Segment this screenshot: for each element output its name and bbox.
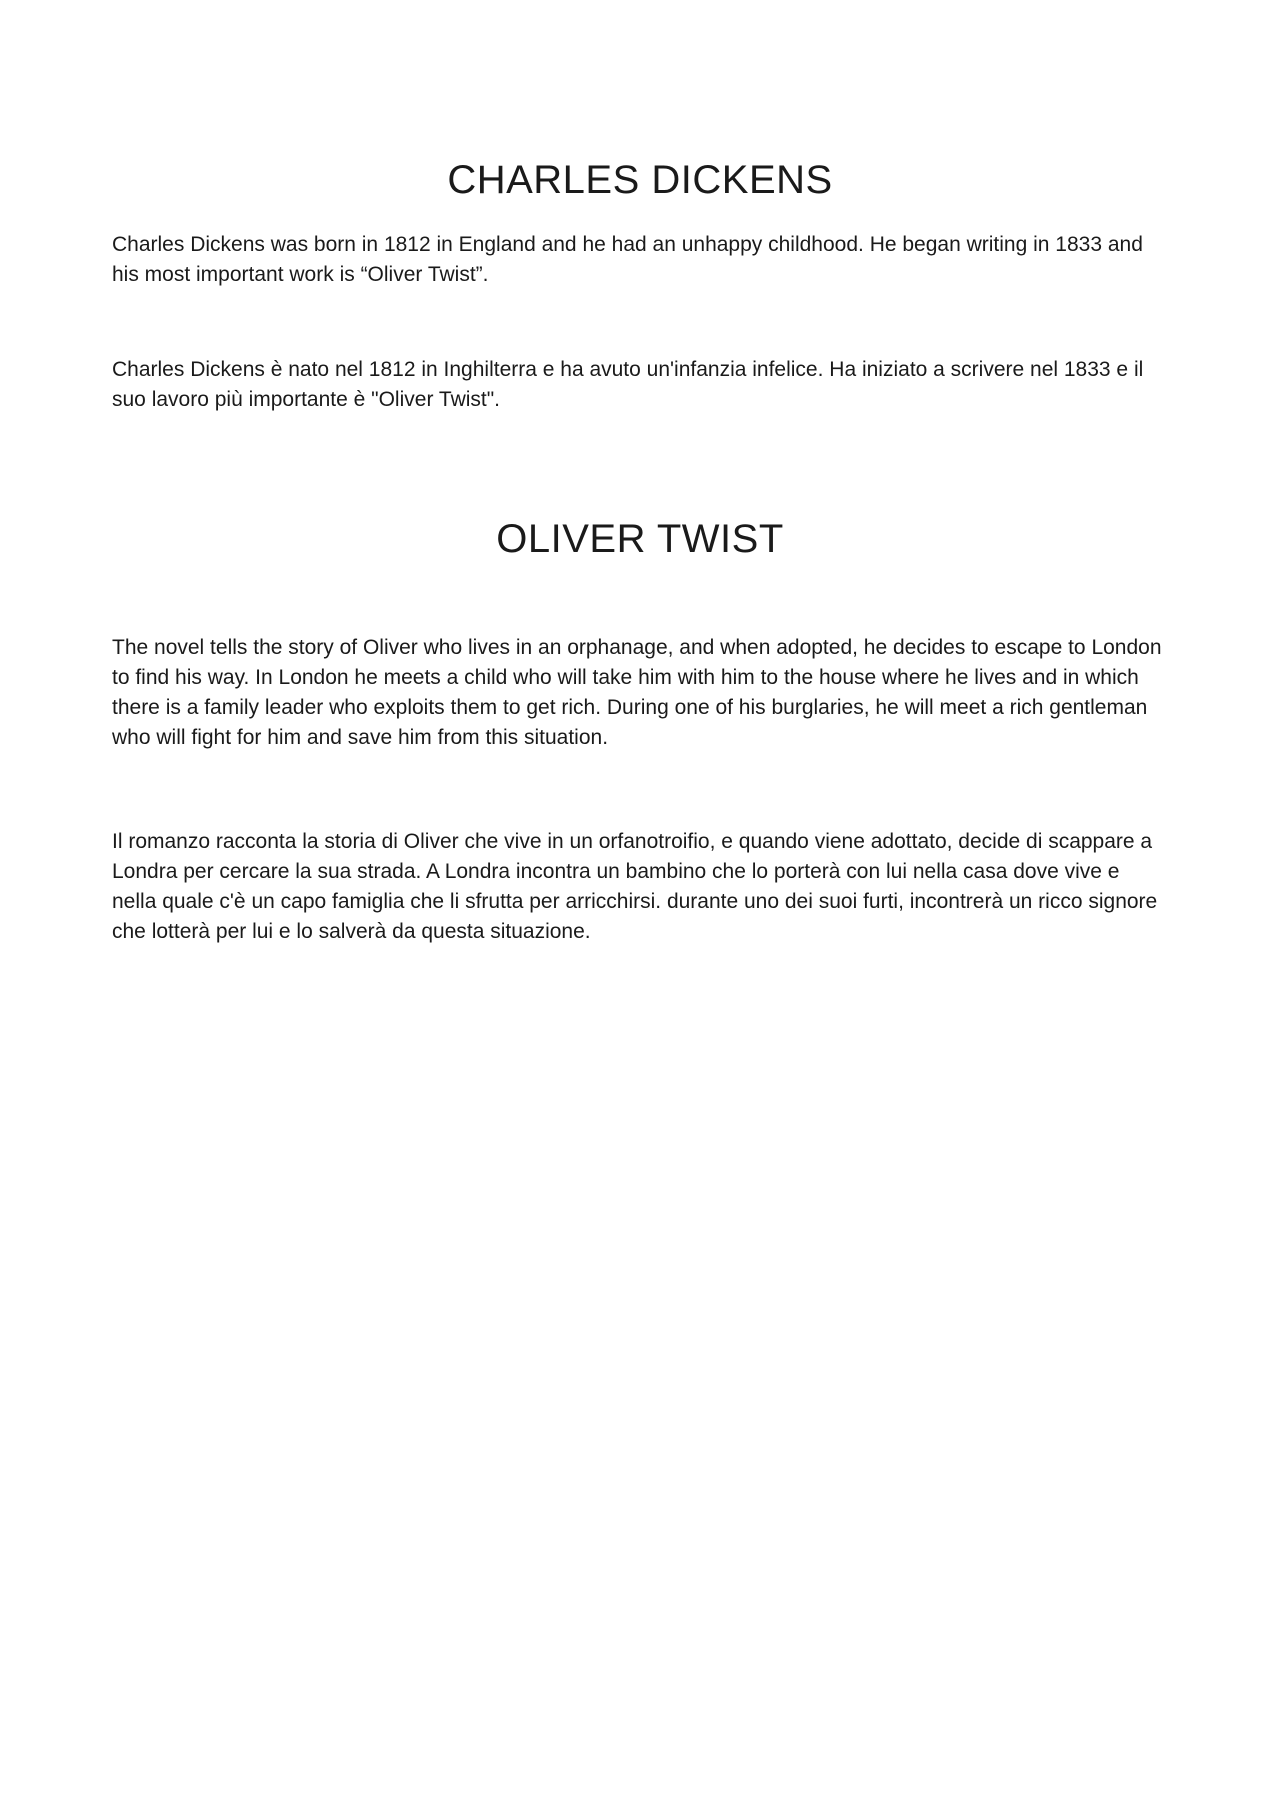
section-title-charles-dickens: CHARLES DICKENS — [447, 158, 833, 202]
section-title-oliver-twist: OLIVER TWIST — [496, 517, 784, 561]
paragraph-english-dickens-bio: Charles Dickens was born in 1812 in England and he had an unhappy childhood. He began writing in 1833 and his most important work is “Oliver Twist”. — [112, 233, 1143, 286]
paragraph-english-oliver-summary: The novel tells the story of Oliver who lives in an orphanage, and when adopted, he decides to escape to London to find his way. In London he meets a child who will take him with him to the house where he lives and in which there is a family leader who exploits them to get rich. During one of his burglaries, he will meet a rich gentleman who will fight for him and save him from this situation. — [112, 636, 1162, 749]
paragraph-italian-oliver-summary: Il romanzo racconta la storia di Oliver che vive in un orfanotroifio, e quando viene adottato, decide di scappare a Londra per cercare la sua strada. A Londra incontra un bambino che lo porterà con lui nella casa dove vive e nella quale c'è un capo famiglia che li sfrutta per arricchirsi. durante uno dei suoi furti, incontrerà un ricco signore che lotterà per lui e lo salverà da questa situazione. — [112, 830, 1158, 943]
paragraph-italian-dickens-bio: Charles Dickens è nato nel 1812 in Inghilterra e ha avuto un'infanzia infelice. Ha iniziato a scrivere nel 1833 e il suo lavoro più importante è "Oliver Twist". — [112, 358, 1144, 411]
